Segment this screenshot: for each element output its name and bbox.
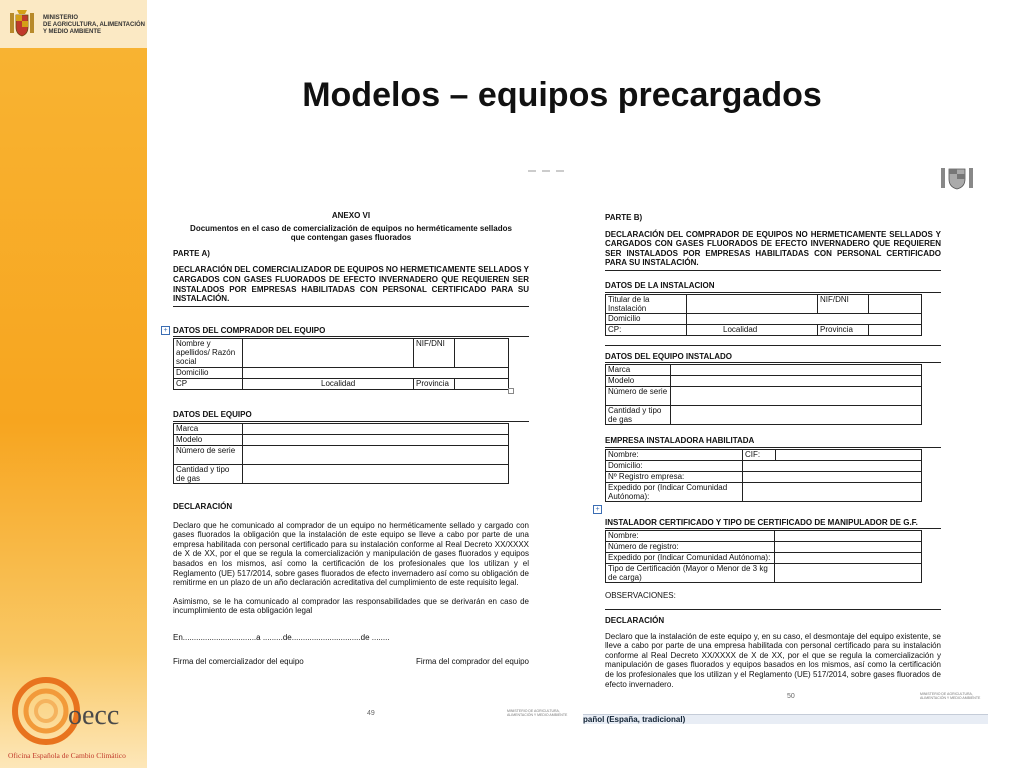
buyer-nif-input[interactable] (455, 339, 509, 368)
date-line (173, 633, 529, 643)
installed-model-input[interactable] (671, 376, 922, 387)
annex-subtitle: Documentos en el caso de comercialización de equipos no herméticamente sellados que contengan gases fluorados (190, 223, 512, 243)
installed-brand-label: Marca (606, 365, 671, 376)
observations-label: OBSERVACIONES: (605, 591, 676, 601)
equipment-gas-input[interactable] (243, 464, 509, 483)
installer-name-input[interactable] (775, 531, 922, 542)
ministry-name (43, 15, 145, 36)
observations-line (605, 609, 941, 610)
right-page-number: 50 (787, 693, 795, 700)
equipment-brand-label: Marca (174, 423, 243, 434)
equipment-model-label: Modelo (174, 434, 243, 445)
date-month[interactable]: de............................... (282, 632, 361, 642)
buyer-cp-label: CP (174, 379, 243, 390)
installed-gas-label: Cantidad y tipo de gas (606, 406, 671, 425)
left-footer-ministry: MINISTERIO DE AGRICULTURA, ALIMENTACIÓN Y MEDIO AMBIENTE (507, 709, 568, 717)
part-a-label: PARTE A) (173, 248, 210, 258)
company-table (605, 449, 922, 502)
scan-artifact-dots (528, 170, 568, 173)
buyer-locality-label: Localidad (321, 379, 356, 389)
company-cif-label: CIF: (743, 449, 776, 460)
installed-model-label: Modelo (606, 376, 671, 387)
installer-issued-input[interactable] (775, 553, 922, 564)
installation-nif-input[interactable] (869, 294, 922, 313)
oecc-wordmark: oecc (68, 700, 120, 731)
buyer-name-input[interactable] (243, 339, 414, 368)
company-registry-input[interactable] (743, 471, 922, 482)
owner-input[interactable] (687, 294, 818, 313)
installed-brand-input[interactable] (671, 365, 922, 376)
installed-equipment-section-title: DATOS DEL EQUIPO INSTALADO (605, 352, 941, 364)
installer-name-label: Nombre: (606, 531, 775, 542)
equipment-serial-label: Número de serie (174, 445, 243, 464)
responsibility-text: Asimismo, se le ha comunicado al comprador las responsabilidades que se derivarán en caso de incumplimiento de esta obligación legal (173, 596, 529, 616)
slide-title: Modelos – equipos precargados (302, 76, 822, 114)
ministry-header (0, 0, 147, 48)
seller-signature: Firma del comercializador del equipo (173, 657, 304, 667)
company-address-label: Domicilio: (606, 460, 743, 471)
installed-serial-label: Número de serie (606, 387, 671, 406)
ministry-line-3: Y MEDIO AMBIENTE (43, 29, 102, 35)
buyer-address-input[interactable] (243, 368, 509, 379)
company-registry-label: Nº Registro empresa: (606, 471, 743, 482)
right-declaration-text: Declaro que la instalación de este equipo y, en su caso, el desmontaje del equipo existente, se lleve a cabo por parte de una empresa habilitada con personal certificado para su instalación conforme al Real Decreto XX/XXXX de X de XX, por el que se regula la comercialización y manipulación de gases fluorados y equipos basados en los mismos, así como la certificación de los profesionales que los utilizan y el Reglamento (UE) 517/2014, sobre gases fluorados de efecto invernadero. (605, 631, 941, 689)
language-indicator[interactable]: pañol (España, tradicional) (583, 715, 686, 724)
installation-locality-label: Localidad (723, 324, 758, 334)
owner-label: Titular de la Instalación (606, 294, 687, 313)
installation-province-label: Provincia (818, 324, 869, 335)
buyer-signature: Firma del comprador del equipo (416, 657, 529, 667)
oecc-subtitle: Oficina Española de Cambio Climático (8, 751, 126, 760)
oecc-logo (6, 675, 146, 765)
installer-cert-label: Tipo de Certificación (Mayor o Menor de 3 kg de carga) (606, 564, 775, 583)
installer-registry-label: Número de registro: (606, 542, 775, 553)
installation-table (605, 294, 922, 336)
installer-table (605, 530, 922, 583)
company-name-label: Nombre: (606, 449, 743, 460)
buyer-name-label: Nombre y apellidos/ Razón social (174, 339, 243, 368)
signatures (173, 657, 529, 667)
language-bar (583, 714, 988, 724)
part-b-heading: DECLARACIÓN DEL COMPRADOR DE EQUIPOS NO HERMETICAMENTE SELLADOS Y CARGADOS CON GASES FLUORADOS DE EFECTO INVERNADERO QUE REQUIEREN SER INSTALADOS POR EMPRESAS HABILITADAS CON PERSONAL CERTIFICADO PARA SU INSTALACIÓN. (605, 230, 941, 271)
installation-province-input[interactable] (869, 324, 922, 335)
part-b-label: PARTE B) (605, 213, 643, 222)
equipment-section-title: DATOS DEL EQUIPO (173, 410, 529, 422)
installation-cp-label: CP: (606, 324, 687, 335)
table-resize-handle-icon[interactable] (508, 388, 514, 394)
equipment-gas-label: Cantidad y tipo de gas (174, 464, 243, 483)
right-declaration-title: DECLARACIÓN (605, 615, 665, 625)
date-day[interactable]: a ......... (256, 632, 283, 642)
company-cif-input[interactable] (776, 449, 922, 460)
table-move-handle-icon[interactable]: + (161, 326, 170, 335)
date-year[interactable]: de ........ (360, 632, 390, 642)
declaration-text: Declaro que he comunicado al comprador de un equipo no herméticamente sellado y cargado con gases fluorados la obligación que la instalación de este equipo se lleve a cabo por parte de una empresa habilitada con personal certificado para su instalación conforme al Real Decreto XX/XXXX de X de XX, por el que se regula la comercialización y manipulación de gases fluorados y equipos basados en los mismos, así como la certificación de los profesionales que los utilizan y el Reglamento (UE) 517/2014, sobre gases fluorados de efecto invernadero así como su obligación de remitirme en un plazo de un año declaración acreditativa del cumplimiento de este requisito legal. (173, 520, 529, 588)
installed-gas-input[interactable] (671, 406, 922, 425)
installed-serial-input[interactable] (671, 387, 922, 406)
ministry-line-1: MINISTERIO (43, 15, 79, 21)
left-document (173, 211, 529, 667)
right-footer-ministry: MINISTERIO DE AGRICULTURA, ALIMENTACIÓN Y MEDIO AMBIENTE (920, 692, 981, 700)
annex-title: ANEXO VI (331, 211, 371, 220)
left-sidebar (0, 0, 147, 768)
installer-issued-label: Expedido por (Indicar Comunidad Autónoma): (606, 553, 775, 564)
buyer-nif-label: NIF/DNI (414, 339, 455, 368)
company-address-input[interactable] (743, 460, 922, 471)
right-table-move-handle-icon[interactable]: + (593, 505, 602, 514)
company-issued-label: Expedido por (Indicar Comunidad Autónoma): (606, 482, 743, 501)
buyer-section-title: DATOS DEL COMPRADOR DEL EQUIPO (173, 326, 529, 338)
company-issued-input[interactable] (743, 482, 922, 501)
buyer-address-label: Domicilio (174, 368, 243, 379)
installed-equipment-table (605, 364, 922, 425)
installation-nif-label: NIF/DNI (818, 294, 869, 313)
equipment-brand-input[interactable] (243, 423, 509, 434)
part-a-heading: DECLARACIÓN DEL COMERCIALIZADOR DE EQUIPOS NO HERMETICAMENTE SELLADOS Y CARGADOS CON GASES FLUORADOS DE EFECTO INVERNADERO QUE REQUIEREN SER INSTALADOS POR EMPRESAS HABILITADAS CON PERSONAL CERTIFICADO PARA SU INSTALACIÓN. (173, 265, 529, 306)
coat-of-arms-icon (8, 7, 36, 39)
installer-registry-input[interactable] (775, 542, 922, 553)
date-place[interactable]: En................................. (173, 632, 257, 642)
buyer-province-input[interactable] (455, 379, 509, 390)
buyer-province-label: Provincia (414, 379, 455, 390)
ministry-line-2: DE AGRICULTURA, ALIMENTACIÓN (43, 22, 145, 28)
installation-address-label: Domicilio (606, 313, 687, 324)
equipment-table (173, 423, 509, 484)
right-coat-of-arms-icon (939, 165, 975, 191)
buyer-table (173, 338, 509, 390)
buyer-cp-input[interactable] (243, 379, 414, 390)
installation-section-title: DATOS DE LA INSTALACION (605, 281, 941, 293)
installation-cp-input[interactable] (687, 324, 818, 335)
installer-section-title: INSTALADOR CERTIFICADO Y TIPO DE CERTIFICADO DE MANIPULADOR DE G.F. (605, 518, 941, 530)
equipment-model-input[interactable] (243, 434, 509, 445)
equipment-serial-input[interactable] (243, 445, 509, 464)
left-page-number: 49 (367, 710, 375, 717)
company-section-title: EMPRESA INSTALADORA HABILITADA (605, 436, 941, 448)
divider (605, 345, 941, 346)
installer-cert-input[interactable] (775, 564, 922, 583)
installation-address-input[interactable] (687, 313, 922, 324)
right-document (605, 213, 941, 689)
declaration-title: DECLARACIÓN (173, 501, 233, 511)
